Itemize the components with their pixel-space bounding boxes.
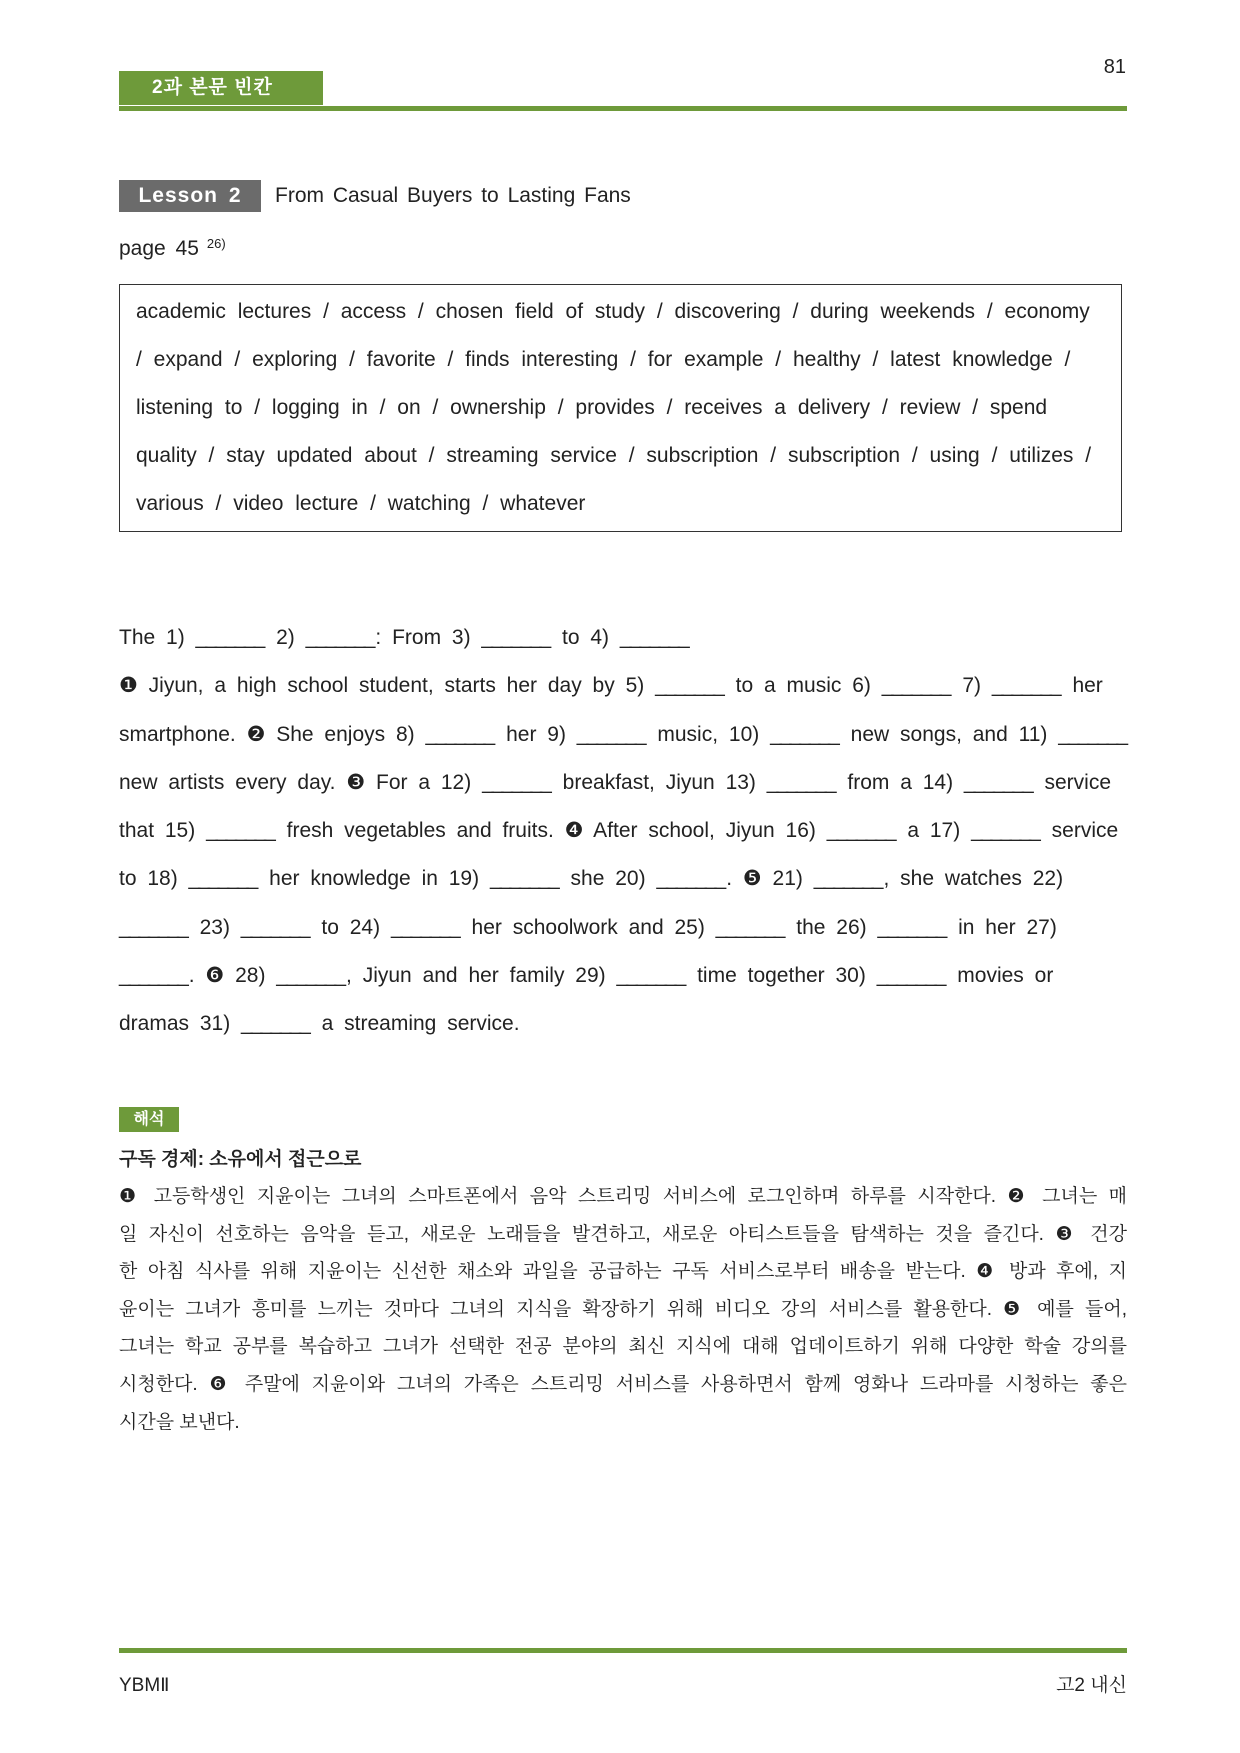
translation-line: ❶ 고등학생인 지윤이는 그녀의 스마트폰에서 음악 스트리밍 서비스에 로그인하며 하루를 시작한다. ❷ 그녀는 매 [119,1186,1127,1207]
translation-line: 시간을 보낸다. [119,1411,240,1433]
answer-blank: _______ [390,915,459,939]
answer-blank: _______ [195,626,264,649]
lesson-label: Lesson 2 [119,180,261,212]
answer-blank: _______ [240,915,309,939]
footer-divider [119,1648,1127,1653]
word-bank-box [119,284,1122,532]
translation-line: 윤이는 그녀가 흥미를 느끼는 것마다 그녀의 지식을 확장하기 위해 비디오 강의 서비스를 활용한다. ❺ 예를 들어, [119,1298,1127,1320]
answer-blank: _______ [481,626,550,649]
lesson-title: From Casual Buyers to Lasting Fans [275,184,631,207]
answer-blank: _______ [991,674,1060,698]
answer-blank: _______ [770,722,838,746]
translation-title: 구독 경제: 소유에서 접근으로 [119,1149,362,1170]
header-divider [119,106,1127,111]
passage-line: dramas 31) _______ a streaming service. [119,1012,520,1036]
answer-blank: _______ [826,819,895,843]
answer-blank: _______ [619,626,688,649]
answer-blank: _______ [616,964,685,988]
answer-blank: _______ [206,819,274,843]
answer-blank: _______ [119,964,187,988]
answer-blank: _______ [119,915,187,939]
page-reference [119,229,226,264]
page-reference-text: page 45 [119,237,199,260]
page-number: 81 [1103,56,1126,78]
passage-line: smartphone. ❷ She enjoys 8) _______ her 9) _______ music, 10) _______ new songs, and 11) _______ [119,722,1127,746]
word-bank-line: listening to / logging in / on / ownership / provides / receives a delivery / review / spend [136,396,1048,419]
answer-blank: _______ [425,722,494,746]
translation-line: 한 아침 식사를 위해 지윤이는 신선한 채소와 과일을 공급하는 구독 서비스로부터 배송을 받는다. ❹ 방과 후에, 지 [119,1261,1127,1283]
fill-in-passage [119,614,1129,1049]
word-bank-line: various / video lecture / watching / whatever [136,492,586,515]
answer-blank: _______ [766,770,835,794]
passage-line: _______. ❻ 28) _______, Jiyun and her family 29) _______ time together 30) _______ movies or [119,964,1054,988]
answer-blank: _______ [305,626,374,649]
translation-line: 시청한다. ❻ 주말에 지윤이와 그녀의 가족은 스트리밍 서비스를 사용하면서 함께 영화나 드라마를 시청하는 좋은 [119,1373,1127,1395]
word-bank-line: / expand / exploring / favorite / finds interesting / for example / healthy / latest knowledge / [136,348,1071,371]
answer-blank: _______ [489,867,558,891]
answer-blank: _______ [881,674,950,698]
answer-blank: _______ [813,867,882,891]
answer-blank: _______ [576,722,645,746]
answer-blank: _______ [482,770,550,794]
passage-line: ❶ Jiyun, a high school student, starts her day by 5) _______ to a music 6) _______ 7) _______ her [119,674,1103,698]
answer-blank: _______ [655,674,723,698]
footnote-marker: 26) [206,236,226,251]
answer-blank: _______ [876,964,945,988]
word-bank-line: academic lectures / access / chosen field of study / discovering / during weekends / economy [136,300,1090,323]
answer-blank: _______ [188,867,257,891]
translation-line: 일 자신이 선호하는 음악을 듣고, 새로운 노래들을 발견하고, 새로운 아티스트들을 탐색하는 것을 즐긴다. ❸ 건강 [119,1223,1127,1245]
answer-blank: _______ [656,867,725,891]
word-bank-line: quality / stay updated about / streaming service / subscription / subscription / using / utilizes / [136,444,1092,467]
footer-publisher: YBMⅡ [119,1675,170,1696]
translation-line: 그녀는 학교 공부를 복습하고 그녀가 선택한 전공 분야의 최신 지식에 대해 업데이트하기 위해 다양한 학술 강의를 [119,1336,1127,1358]
translation-body [119,1178,1127,1441]
answer-blank: _______ [963,770,1032,794]
answer-blank: _______ [715,915,784,939]
answer-blank: _______ [971,819,1039,843]
translation-badge: 해석 [119,1107,179,1132]
passage-title-line: The 1) _______ 2) _______: From 3) _______ to 4) _______ [119,626,688,649]
footer-grade-label: 고2 내신 [1056,1675,1127,1696]
passage-line: new artists every day. ❸ For a 12) _______ breakfast, Jiyun 13) _______ from a 14) _______ service [119,770,1112,794]
passage-line: to 18) _______ her knowledge in 19) _______ she 20) _______. ❺ 21) _______, she watches 22) [119,867,1064,891]
passage-line: that 15) _______ fresh vegetables and fruits. ❹ After school, Jiyun 16) _______ a 17) _______ service [119,819,1119,843]
answer-blank: _______ [877,915,946,939]
answer-blank: _______ [241,1012,309,1036]
answer-blank: _______ [1058,722,1127,746]
section-tab: 2과 본문 빈칸 [119,71,323,105]
answer-blank: _______ [276,964,345,988]
passage-line: _______ 23) _______ to 24) _______ her schoolwork and 25) _______ the 26) _______ in her 27) [119,915,1057,939]
